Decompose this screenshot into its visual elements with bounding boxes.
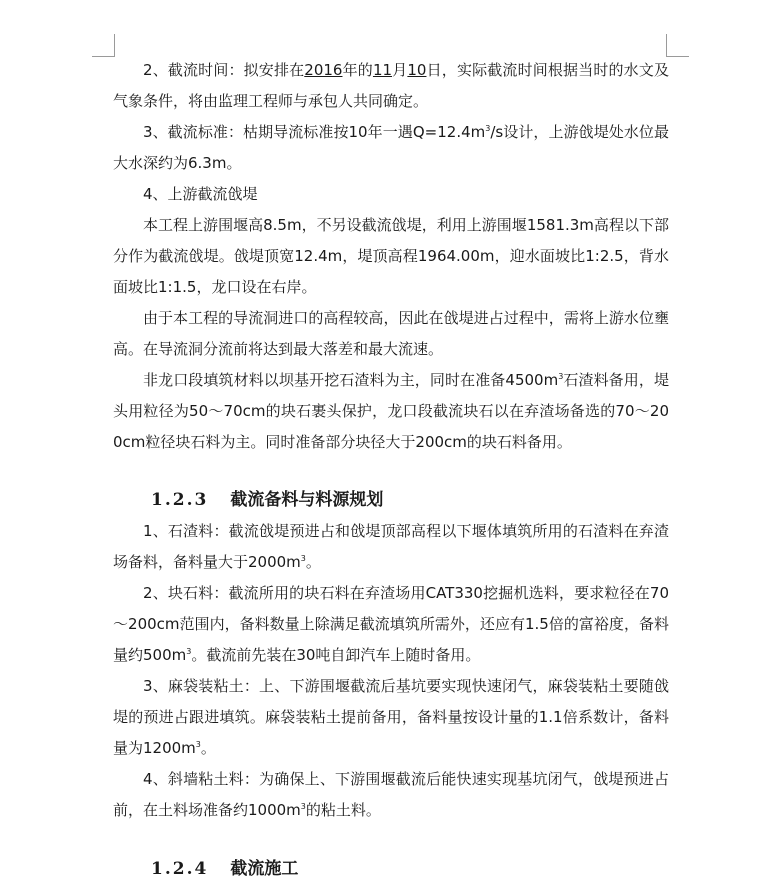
section-heading-1-2-3	[113, 485, 669, 516]
margin-mark-top-left	[92, 34, 115, 57]
paragraph-water-level: 由于本工程的导流洞进口的高程较高，因此在戗堤进占过程中，需将上游水位壅高。在导流洞分流前将达到最大落差和最大流速。	[113, 309, 669, 358]
text-run: 年的	[342, 61, 373, 79]
section-heading-1-2-4	[113, 854, 669, 885]
paragraph-closure-standard	[113, 117, 669, 179]
text-run: /s设计，上游戗堤处水位最大水深约为6.3m。	[113, 123, 669, 172]
superscript: 3	[195, 740, 201, 749]
text-run: 3、麻袋装粘土：上、下游围堰截流后基坑要实现快速闭气，麻袋装粘土要随戗堤的预进占跟进填筑。麻袋装粘土提前备用，备料量按设计量的1.1倍系数计，备料量为1200m	[113, 677, 669, 757]
superscript: 3	[186, 647, 192, 656]
margin-mark-top-right	[666, 34, 689, 57]
paragraph-dike-description: 本工程上游围堰高8.5m，不另设截流戗堤，利用上游围堰1581.3m高程以下部分作为截流戗堤。戗堤顶宽12.4m，堤顶高程1964.00m，迎水面坡比1:2.5，背水面坡比1:1.5，龙口设在右岸。	[113, 216, 669, 296]
text-run: 。	[200, 739, 216, 757]
text-run: 的粘土料。	[305, 801, 381, 819]
closure-year: 2016	[304, 61, 343, 79]
superscript: 3	[558, 372, 564, 381]
paragraph-sloping-clay	[113, 764, 669, 826]
superscript: 3	[300, 554, 306, 563]
document-body[interactable]	[113, 55, 669, 885]
closure-day: 10	[407, 61, 427, 79]
paragraph-upstream-dike: 4、上游截流戗堤	[143, 185, 258, 203]
text-run: 。截流前先装在30吨自卸汽车上随时备用。	[191, 646, 481, 664]
text-run: 4、斜墙粘土料：为确保上、下游围堰截流后能快速实现基坑闭气，戗堤预进占前，在土料场准备约1000m	[113, 770, 669, 819]
paragraph-rubble	[113, 516, 669, 578]
text-run: 2、块石料：截流所用的块石料在弃渣场用CAT330挖掘机选料，要求粒径在70～200cm范围内，备料数量上除满足截流填筑所需外，还应有1.5倍的富裕度，备料量约500m	[113, 584, 669, 664]
section-title: 截流施工	[230, 859, 299, 879]
section-title: 截流备料与料源规划	[230, 490, 384, 510]
paragraph-closure-time	[113, 55, 669, 117]
superscript: 3	[300, 802, 306, 811]
text-run: 月	[392, 61, 408, 79]
paragraph-block-stone	[113, 578, 669, 671]
section-number: 1.2.3	[151, 490, 209, 510]
text-run: 石渣料备用，堤头用粒径为50～70cm的块石裹头保护，龙口段截流块石以在弃渣场备选的70～200cm粒径块石料为主。同时准备部分块径大于200cm的块石料备用。	[113, 371, 669, 451]
text-run: 日，实际截流时间根据当时的水文及气象条件，将由监理工程师与承包人共同确定。	[113, 61, 669, 110]
section-number: 1.2.4	[151, 859, 209, 879]
paragraph-clay-bags	[113, 671, 669, 764]
paragraph-fill-materials	[113, 365, 669, 458]
superscript: 3	[485, 124, 491, 133]
text-run: 1、石渣料：截流戗堤预进占和戗堤顶部高程以下堰体填筑所用的石渣料在弃渣场备料，备料量大于2000m	[113, 522, 669, 571]
text-run: 3、截流标准：枯期导流标准按10年一遇Q=12.4m	[143, 123, 486, 141]
text-run: 非龙口段填筑材料以坝基开挖石渣料为主，同时在准备4500m	[143, 371, 559, 389]
closure-month: 11	[372, 61, 393, 79]
text-run: 2、截流时间：拟安排在	[143, 61, 305, 79]
text-run: 。	[305, 553, 321, 571]
